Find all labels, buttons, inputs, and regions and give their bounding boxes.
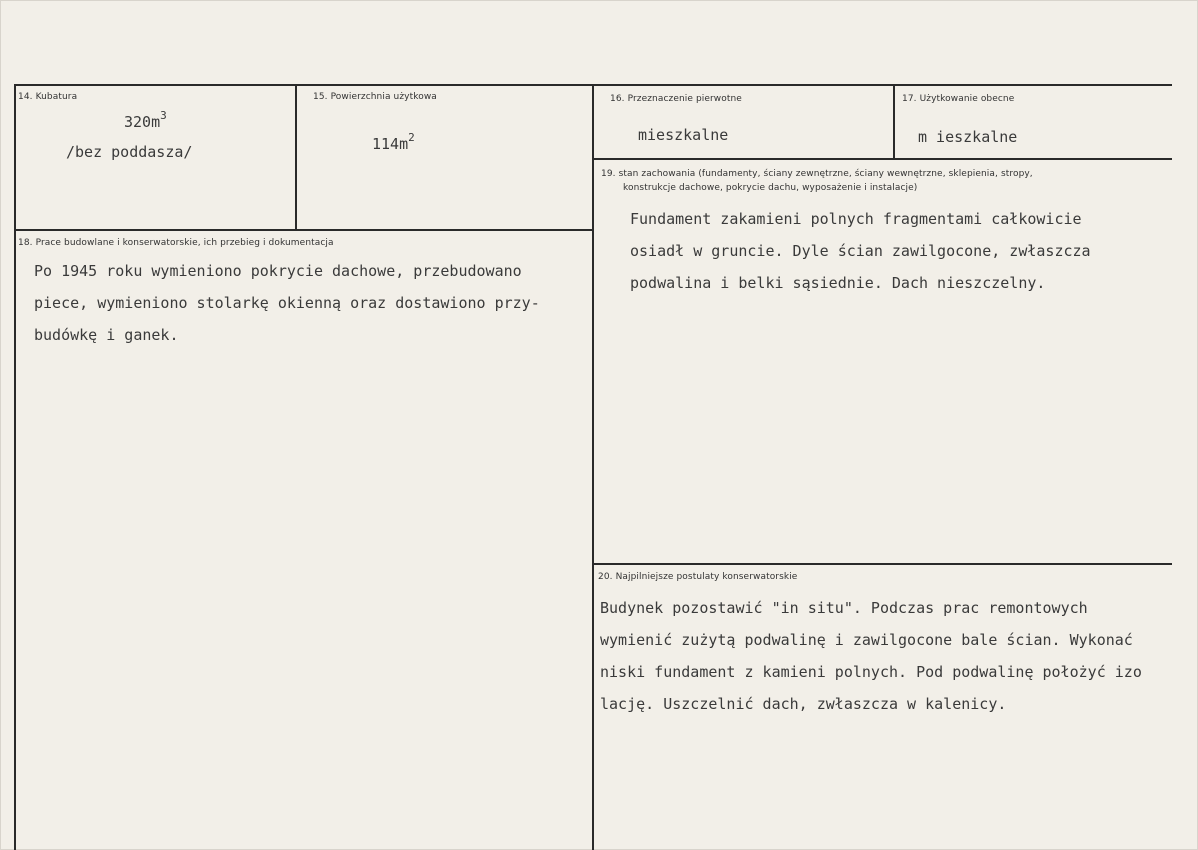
field-19-line: Fundament zakamieni polnych fragmentami całkowicie — [630, 210, 1082, 228]
field-15-value — [372, 122, 415, 160]
vertical-col-14-15 — [295, 84, 297, 230]
field-20-text — [600, 592, 1142, 720]
vertical-center — [592, 84, 594, 850]
field-14-note: /bez poddasza/ — [66, 143, 193, 161]
field-14-value — [124, 100, 167, 138]
field-18-line: budówkę i ganek. — [34, 326, 179, 344]
field-15-label: 15. Powierzchnia użytkowa — [313, 92, 437, 102]
field-14-label: 14. Kubatura — [18, 92, 78, 102]
field-19-text — [630, 203, 1091, 299]
field-14-number: 320m — [124, 113, 161, 131]
field-16-label: 16. Przeznaczenie pierwotne — [610, 94, 742, 104]
field-18-line: Po 1945 roku wymieniono pokrycie dachowe, przebudowano — [34, 262, 522, 280]
field-17-value: m ieszkalne — [918, 128, 1018, 146]
field-15-number: 114m — [372, 135, 409, 153]
field-18-text — [34, 255, 540, 351]
field-19-label-line-1: 19. stan zachowania (fundamenty, ściany zewnętrzne, ściany wewnętrzne, sklepienia, stropy, — [601, 169, 1033, 179]
vertical-col-16-17 — [893, 84, 895, 159]
divider-lower-right — [593, 563, 1172, 565]
field-15-exponent: 2 — [408, 131, 415, 144]
divider-left — [14, 229, 593, 231]
field-18-label: 18. Prace budowlane i konserwatorskie, ich przebieg i dokumentacja — [18, 238, 334, 248]
field-19-line: osiadł w gruncie. Dyle ścian zawilgocone, zwłaszcza — [630, 242, 1091, 260]
field-17-label: 17. Użytkowanie obecne — [902, 94, 1015, 104]
field-20-line: niski fundament z kamieni polnych. Pod podwalinę położyć izo — [600, 663, 1142, 681]
field-20-line: lację. Uszczelnić dach, zwłaszcza w kalenicy. — [600, 695, 1007, 713]
vertical-left-border — [14, 84, 16, 850]
field-18-line: piece, wymieniono stolarkę okienną oraz dostawiono przy- — [34, 294, 540, 312]
field-20-line: wymienić zużytą podwalinę i zawilgocone bale ścian. Wykonać — [600, 631, 1133, 649]
field-19-line: podwalina i belki sąsiednie. Dach nieszczelny. — [630, 274, 1046, 292]
field-20-line: Budynek pozostawić "in situ". Podczas prac remontowych — [600, 599, 1088, 617]
field-14-exponent: 3 — [160, 109, 167, 122]
field-19-label-line-2: konstrukcje dachowe, pokrycie dachu, wyposażenie i instalacje) — [623, 183, 918, 193]
field-16-value: mieszkalne — [638, 126, 729, 144]
field-20-label: 20. Najpilniejsze postulaty konserwatorskie — [598, 572, 798, 582]
divider-upper-right — [593, 158, 1172, 160]
